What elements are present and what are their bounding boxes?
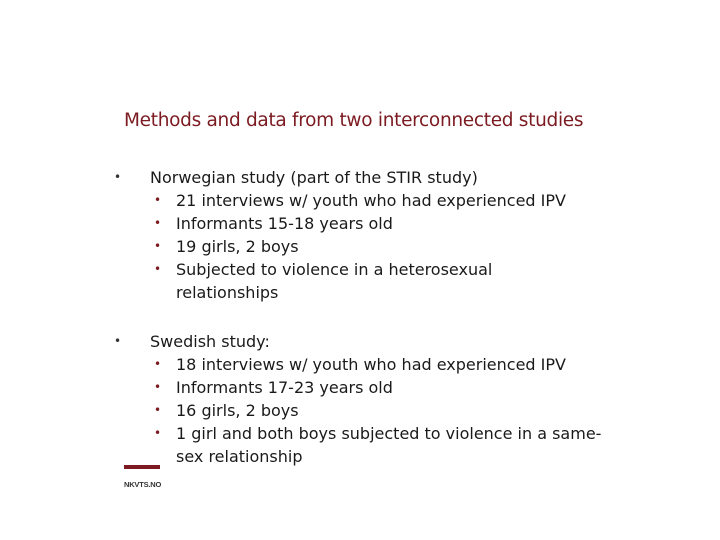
list-item-text: 19 girls, 2 boys — [176, 237, 299, 256]
sub-bullet-icon: • — [154, 216, 162, 230]
section-norwegian-study — [114, 166, 616, 304]
list-item-text: Subjected to violence in a heterosexual relationships — [176, 260, 493, 302]
section-heading-row — [114, 330, 616, 353]
sub-bullet-list — [114, 353, 616, 468]
list-item — [114, 422, 616, 468]
slide-title: Methods and data from two interconnected studies — [124, 110, 584, 131]
section-heading: Swedish study: — [150, 332, 270, 351]
list-item — [114, 399, 616, 422]
list-item — [114, 376, 616, 399]
list-item-text: 16 girls, 2 boys — [176, 401, 299, 420]
list-item-text: Informants 15-18 years old — [176, 214, 393, 233]
sub-bullet-list — [114, 189, 616, 304]
sub-bullet-icon: • — [154, 357, 162, 371]
section-heading-row — [114, 166, 616, 189]
list-item — [114, 235, 616, 258]
list-item-text: Informants 17-23 years old — [176, 378, 393, 397]
sub-bullet-icon: • — [154, 426, 162, 440]
list-item-text: 18 interviews w/ youth who had experienced IPV — [176, 355, 566, 374]
sub-bullet-icon: • — [154, 262, 162, 276]
list-item — [114, 258, 616, 304]
list-item-text: 21 interviews w/ youth who had experienced IPV — [176, 191, 566, 210]
logo-text: NKVTS.NO — [124, 480, 162, 489]
bullet-icon: • — [114, 334, 122, 348]
list-item — [114, 353, 616, 376]
logo-bar — [124, 465, 160, 469]
sub-bullet-icon: • — [154, 380, 162, 394]
section-swedish-study — [114, 330, 616, 468]
list-item — [114, 212, 616, 235]
list-item — [114, 189, 616, 212]
sub-bullet-icon: • — [154, 239, 162, 253]
nkvts-logo — [124, 465, 160, 489]
sub-bullet-icon: • — [154, 193, 162, 207]
bullet-icon: • — [114, 170, 122, 184]
list-item-text: 1 girl and both boys subjected to violence in a same-sex relationship — [176, 424, 602, 466]
section-heading: Norwegian study (part of the STIR study) — [150, 168, 478, 187]
sub-bullet-icon: • — [154, 403, 162, 417]
